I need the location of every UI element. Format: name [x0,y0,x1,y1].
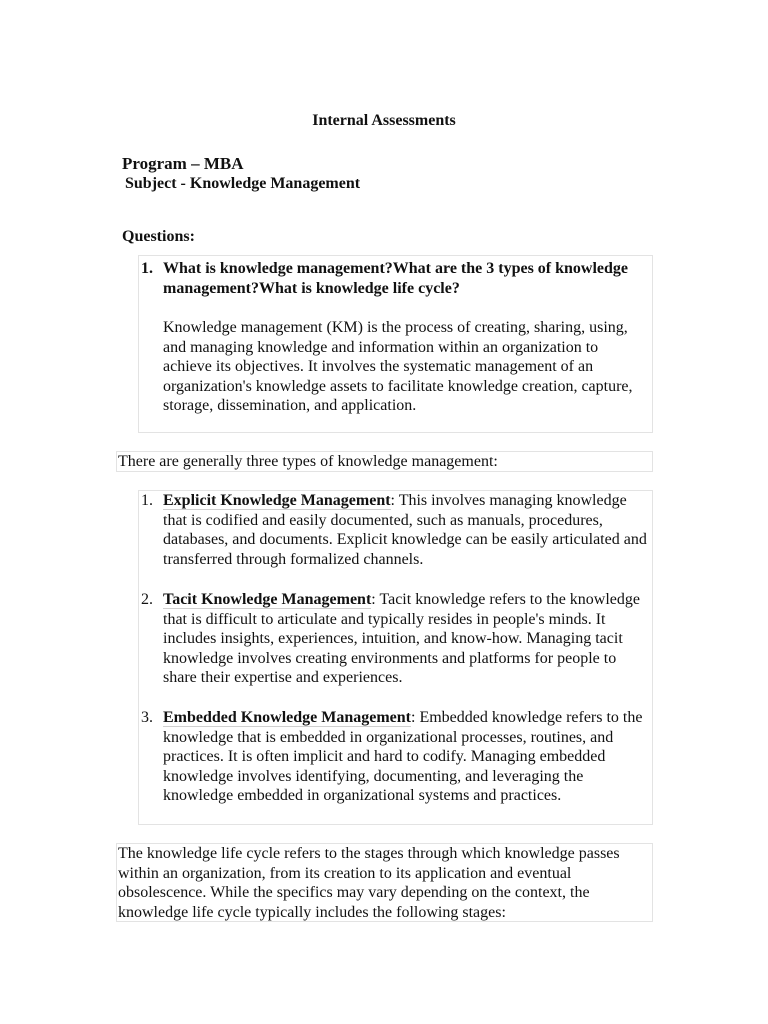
subject-line: Subject - Knowledge Management [125,175,361,192]
list-item-description: : Embedded knowledge refers to the knowledge that is embedded in organizational processes, routines, and practices. It is often implicit and hard to codify. Managing embedded knowledge involves identifying, documenting, and leveraging the knowledge embedded in organizational systems and practices. [163,709,643,805]
questions-heading: Questions: [122,228,195,245]
question-1-text: What is knowledge management?What are the 3 types of knowledge management?What is knowledge life cycle? [163,260,629,297]
list-item-number: 1. [141,492,153,509]
lifecycle-intro: The knowledge life cycle refers to the stages through which knowledge passes within an organization, from its creation to its application and eventual obsolescence. While the specifics may vary depending on the context, the knowledge life cycle typically includes the following stages: [116,843,653,922]
list-item-term: Explicit Knowledge Management [163,492,391,509]
question-1-block [138,255,653,433]
list-item-term: Embedded Knowledge Management [163,709,411,726]
question-1-answer: Knowledge management (KM) is the process of creating, sharing, using, and managing knowledge and information within an organization to achieve its objectives. It involves the systematic management of an organization's knowledge assets to facilitate knowledge creation, capture, storage, dissemination, and application. [163,319,633,415]
list-item-term: Tacit Knowledge Management [163,591,372,608]
types-list [138,490,653,825]
list-item-number: 2. [141,591,153,608]
question-1-number: 1. [141,260,153,277]
program-line: Program – MBA [122,154,244,173]
types-intro: There are generally three types of knowledge management: [116,451,653,472]
list-item-number: 3. [141,709,153,726]
list-item-description: : Tacit knowledge refers to the knowledge that is difficult to articulate and typically resides in people's minds. It includes insights, experiences, intuition, and know-how. Managing tacit knowledge involves creating environments and platforms for people to share their expertise and experiences. [163,591,640,687]
list-item-description: : This involves managing knowledge that is codified and easily documented, such as manuals, procedures, databases, and documents. Explicit knowledge can be easily articulated and transferred through formalized channels. [163,492,647,568]
document-title: Internal Assessments [312,112,456,129]
